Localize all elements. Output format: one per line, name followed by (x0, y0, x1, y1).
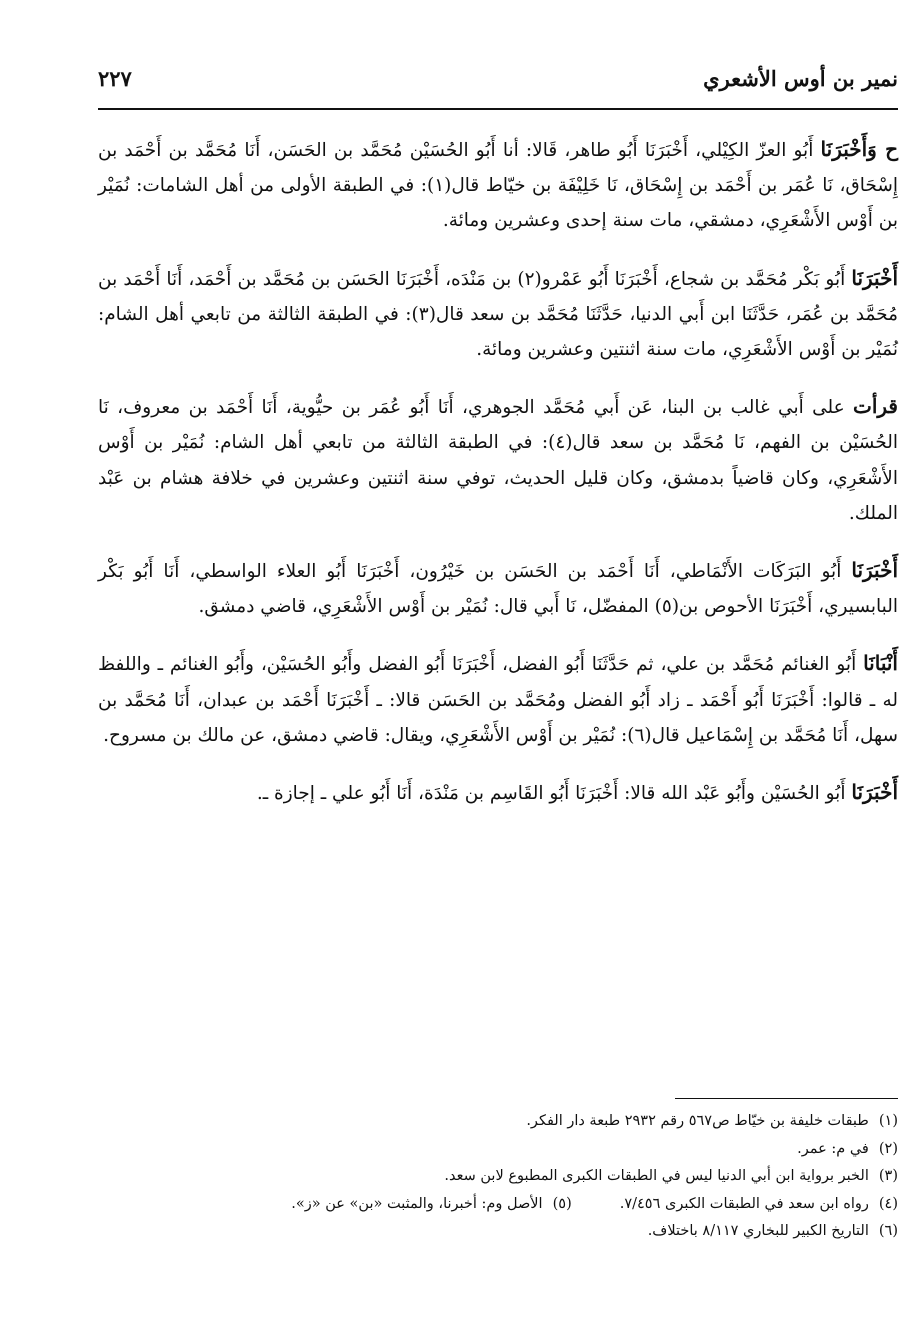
paragraph-text: أَبُو الحُسَيْن وأَبُو عَبْد الله قالا: أَخْبَرَنَا أَبُو القَاسِم بن مَنْدَة، أَنَا أَبُو علي ـ إجازة ـ. (256, 783, 852, 805)
paragraph-3 (98, 389, 898, 531)
paragraph-lead: أَخْبَرَنَا (851, 780, 898, 805)
header-rule (98, 108, 898, 110)
paragraph-6 (98, 775, 898, 811)
paragraph-lead: ح وَأَخْبَرَنَا (820, 137, 899, 161)
paragraph-text: على أَبي غالب بن البنا، عَن أَبي مُحَمَّد الجوهري، أَنَا أَبُو عُمَر بن حيُّوية، أَنَا أَحْمَد بن معروف، نَا الحُسَيْن بن الفهم، نَا مُحَمَّد بن سعد قال(٤): في الطبقة الثالثة من تابعي أهل الشام: نُمَيْر بن أَوْس الأَشْعَرِي، وكان قاضياً بدمشق، وكان قليل الحديث، توفي سنة اثنتين وعشرين في خلافة هشام بن عَبْد الملك. (98, 397, 898, 524)
paragraph-lead: قرأت (853, 394, 898, 419)
footnote-text: الأصل وم: أخبرنا، والمثبت «بن» عن «ز». (291, 1195, 543, 1212)
paragraph-1 (98, 132, 898, 239)
paragraph-5 (98, 646, 898, 753)
paragraph-text: أَبُو العزّ الكِيْلي، أَخْبَرَنَا أَبُو طاهر، قَالا: أنا أَبُو الحُسَيْن مُحَمَّد بن الحَسَن، أَنَا مُحَمَّد بن أَحْمَد بن إِسْحَاق، نَا عُمَر بن أَحْمَد بن إِسْحَاق، نَا خَلِيْفَة بن خيّاط قال(١): في الطبقة الأولى من أهل الشامات: نُمَيْر بن أَوْس الأَشْعَرِي، دمشقي، مات سنة إحدى وعشرين ومائة. (98, 140, 898, 232)
footnote-rule (675, 1098, 898, 1099)
footnote-3 (98, 1163, 898, 1191)
paragraph-lead: أَنْبَانَا (863, 651, 898, 676)
footnote-number: (٤) (878, 1195, 898, 1212)
running-title: نمير بن أوس الأشعري (703, 66, 898, 91)
paragraph-text: أَبُو البَرَكَات الأَنْمَاطي، أَنَا أَحْمَد بن الحَسَن بن خَيْرُون، أَخْبَرَنَا أَبُو العلاء الواسطي، أَنَا أَبُو بَكْر البابسيري، أَخْبَرَنَا الأحوص بن(٥) المفضّل، نَا أَبي قال: نُمَيْر بن أَوْس الأَشْعَرِي، قاضي دمشق. (98, 561, 898, 618)
main-text (98, 132, 898, 833)
footnote-text: طبقات خليفة بن خيّاط ص٥٦٧ رقم ٢٩٣٢ طبعة دار الفكر. (526, 1113, 869, 1129)
page-number: ٢٢٧ (98, 66, 132, 91)
footnote-text: في م: عمر. (797, 1140, 869, 1157)
footnote-number: (٣) (878, 1168, 898, 1185)
page-header (98, 62, 898, 106)
footnote-1 (98, 1108, 898, 1136)
footnote-text: الخبر برواية ابن أبي الدنيا ليس في الطبقات الكبرى المطبوع لابن سعد. (444, 1168, 869, 1185)
paragraph-text: أَبُو الغنائم مُحَمَّد بن علي، ثم حَدَّثَنَا أَبُو الفضل، أَخْبَرَنَا أَبُو الفضل وأَبُو الحُسَيْن، وأَبُو الغنائم ـ واللفظ له ـ قالوا: أَخْبَرَنَا أَبُو أَحْمَد ـ زاد أَبُو الفضل ومُحَمَّد بن الحَسَن قالا: ـ أَخْبَرَنَا أَحْمَد بن عبدان، أَنَا مُحَمَّد بن سهل، أَنَا مُحَمَّد بن إِسْمَاعيل قال(٦): نُمَيْر بن أَوْس الأَشْعَرِي، ويقال: قاضي دمشق، عن مالك بن مسروح. (98, 654, 898, 746)
footnote-number: (٦) (878, 1223, 898, 1240)
footnote-4-5 (98, 1191, 898, 1219)
paragraph-4 (98, 553, 898, 624)
footnote-number: (٢) (878, 1140, 898, 1157)
footnote-number: (١) (878, 1113, 898, 1129)
footnote-text: التاريخ الكبير للبخاري ٨/١١٧ باختلاف. (647, 1223, 869, 1240)
paragraph-lead: أَخْبَرَنَا (851, 558, 898, 583)
paragraph-2 (98, 261, 898, 368)
footnote-number: (٥) (552, 1195, 572, 1212)
paragraph-lead: أَخْبَرَنَا (851, 265, 898, 290)
footnote-text: رواه ابن سعد في الطبقات الكبرى ٧/٤٥٦. (619, 1195, 869, 1212)
footnotes (98, 1108, 898, 1246)
footnote-2 (98, 1136, 898, 1164)
paragraph-text: أَبُو بَكْر مُحَمَّد بن شجاع، أَخْبَرَنَا أَبُو عَمْرو(٢) بن مَنْدَه، أَخْبَرَنَا الحَسَن بن مُحَمَّد بن أَحْمَد، أَنَا أَحْمَد بن مُحَمَّد بن عُمَر، حَدَّثَنَا ابن أَبي الدنيا، حَدَّثَنَا مُحَمَّد بن سعد قال(٣): في الطبقة الثالثة من تابعي أهل الشام: نُمَيْر بن أَوْس الأَشْعَرِي، مات سنة اثنتين وعشرين ومائة. (98, 268, 898, 361)
footnote-6 (98, 1218, 898, 1246)
